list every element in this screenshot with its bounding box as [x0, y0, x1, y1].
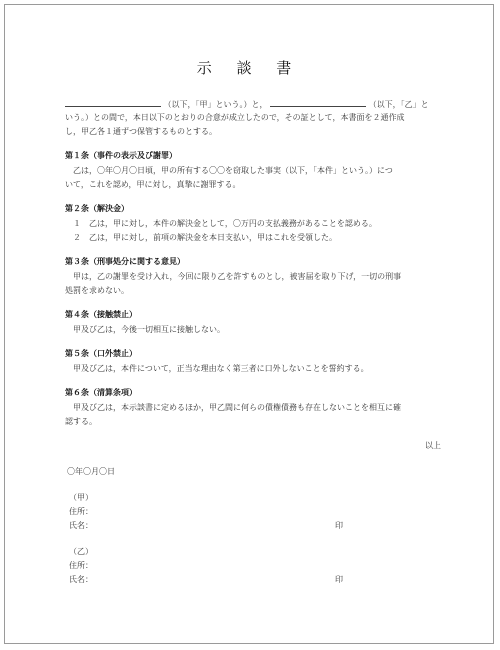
document-date: 〇年〇月〇日	[67, 467, 115, 476]
intro-segment-2: （以下，「乙」と	[368, 100, 429, 109]
document-title: 示 談 書	[196, 59, 302, 77]
article-6-heading: 第６条（清算条項）	[65, 388, 137, 397]
article-2-line-1: １ 乙は，甲に対し，本件の解決金として，〇万円の支払義務があることを認める。	[65, 219, 377, 228]
party-b-name-blank	[270, 97, 366, 107]
party-b-address-label: 住所：	[69, 561, 93, 570]
article-3-line-1: 甲は，乙の謝罪を受け入れ，今回に限り乙を許すものとし，被害届を取り下げ，一切の刑事	[65, 272, 402, 281]
article-1-line-2: いて，これを認め，甲に対し，真摯に謝罪する。	[65, 180, 241, 189]
article-5-heading: 第５条（口外禁止）	[65, 349, 137, 358]
intro-line-1	[65, 97, 429, 112]
party-a-name-label: 氏名：	[69, 521, 93, 530]
article-2-heading: 第２条（解決金）	[65, 204, 129, 213]
article-2-line-2: ２ 乙は，甲に対し，前項の解決金を本日支払い，甲はこれを受領した。	[65, 233, 337, 242]
party-a-address-label: 住所：	[69, 507, 93, 516]
article-5-line-1: 甲及び乙は，本件について，正当な理由なく第三者に口外しないことを誓約する。	[65, 364, 369, 373]
party-b-name-label: 氏名：	[69, 575, 93, 584]
article-1-line-1: 乙は，〇年〇月〇日頃，甲の所有する〇〇を窃取した事実（以下，「本件」という。）につ	[65, 166, 393, 175]
article-6-line-2: 認する。	[65, 417, 97, 426]
party-a-seal-mark: 印	[335, 521, 343, 530]
intro-segment-1: （以下，「甲」という。）と，	[163, 100, 268, 109]
intro-line-2: いう。）との間で，本日以下のとおりの合意が成立したので，その証として，本書面を２通作成	[65, 113, 405, 122]
article-1-heading: 第１条（事件の表示及び謝罪）	[65, 151, 177, 160]
party-b-seal-mark: 印	[335, 575, 343, 584]
party-a-name-blank	[65, 97, 161, 107]
article-6-line-1: 甲及び乙は，本示談書に定めるほか，甲乙間に何らの債権債務も存在しないことを相互に確	[65, 403, 401, 412]
article-3-line-2: 処罰を求めない。	[65, 286, 129, 295]
intro-line-3: し，甲乙各１通ずつ保管するものとする。	[65, 127, 217, 136]
article-4-heading: 第４条（接触禁止）	[65, 310, 137, 319]
article-4-line-1: 甲及び乙は，今後一切相互に接触しない。	[65, 325, 225, 334]
closing-text: 以上	[425, 441, 441, 450]
party-b-label: （乙）	[69, 547, 93, 556]
document-page	[4, 4, 494, 644]
article-3-heading: 第３条（刑事処分に関する意見）	[65, 257, 185, 266]
party-a-label: （甲）	[69, 493, 93, 502]
